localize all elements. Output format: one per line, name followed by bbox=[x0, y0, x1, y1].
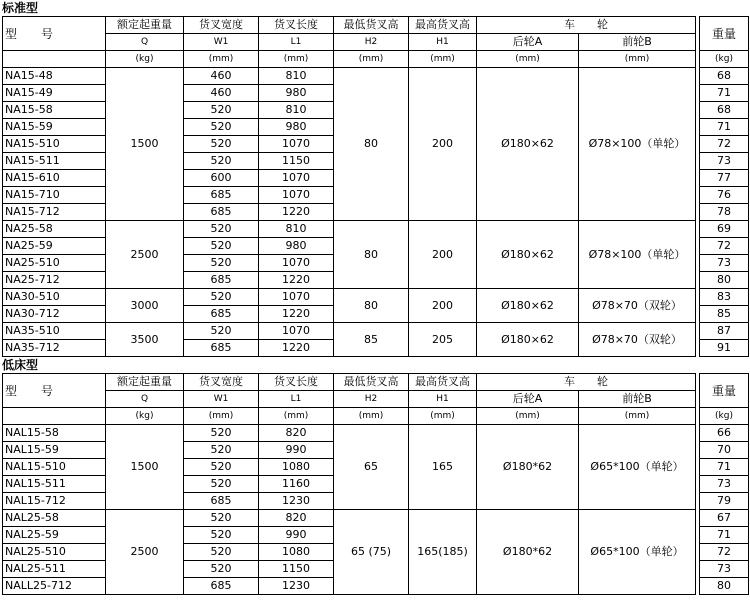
fork-width-symbol: W1 bbox=[184, 34, 259, 51]
fork-length-cell: 990 bbox=[259, 442, 334, 459]
model-cell: NA25-59 bbox=[3, 238, 106, 255]
weight-cell: 71 bbox=[700, 527, 749, 544]
model-unit-cell bbox=[3, 51, 106, 68]
fork-width-cell: 520 bbox=[184, 136, 259, 153]
capacity-cell: 2500 bbox=[106, 221, 184, 289]
weight-unit: (kg) bbox=[700, 408, 749, 425]
fork-length-symbol: L1 bbox=[259, 34, 334, 51]
front-wheel-cell: Ø78×70（双轮） bbox=[579, 289, 696, 323]
rear-wheel-cell: Ø180×62 bbox=[477, 68, 579, 221]
fork-length-cell: 1150 bbox=[259, 561, 334, 578]
fork-width-cell: 520 bbox=[184, 153, 259, 170]
fork-length-cell: 1080 bbox=[259, 459, 334, 476]
fork-width-cell: 520 bbox=[184, 119, 259, 136]
fork-width-header: 货叉宽度 bbox=[184, 17, 259, 34]
model-cell: NA15-58 bbox=[3, 102, 106, 119]
section-title: 低床型 bbox=[2, 358, 39, 372]
fork-length-cell: 980 bbox=[259, 238, 334, 255]
front-wheel-cell: Ø78×70（双轮） bbox=[579, 323, 696, 357]
fork-length-cell: 990 bbox=[259, 527, 334, 544]
weight-cell: 72 bbox=[700, 238, 749, 255]
weight-cell: 72 bbox=[700, 544, 749, 561]
table-row bbox=[3, 510, 749, 527]
fork-width-cell: 685 bbox=[184, 306, 259, 323]
model-header: 型 号 bbox=[3, 374, 106, 408]
model-cell: NA15-511 bbox=[3, 153, 106, 170]
weight-cell: 68 bbox=[700, 68, 749, 85]
weight-cell: 69 bbox=[700, 221, 749, 238]
weight-cell: 85 bbox=[700, 306, 749, 323]
header-row bbox=[3, 17, 749, 34]
rear-wheel-header: 后轮A bbox=[477, 34, 579, 51]
fork-width-cell: 520 bbox=[184, 442, 259, 459]
table-row bbox=[3, 425, 749, 442]
capacity-unit: (kg) bbox=[106, 51, 184, 68]
fork-width-cell: 685 bbox=[184, 204, 259, 221]
fork-width-cell: 520 bbox=[184, 221, 259, 238]
front-wheel-header: 前轮B bbox=[579, 34, 696, 51]
fork-width-cell: 600 bbox=[184, 170, 259, 187]
weight-cell: 80 bbox=[700, 272, 749, 289]
weight-cell: 79 bbox=[700, 493, 749, 510]
fork-length-cell: 1070 bbox=[259, 136, 334, 153]
model-cell: NAL25-510 bbox=[3, 544, 106, 561]
model-cell: NA15-610 bbox=[3, 170, 106, 187]
fork-width-symbol: W1 bbox=[184, 391, 259, 408]
weight-header: 重量 bbox=[700, 374, 749, 408]
fork-width-cell: 520 bbox=[184, 425, 259, 442]
weight-cell: 73 bbox=[700, 561, 749, 578]
front-wheel-cell: Ø65*100（单轮） bbox=[579, 510, 696, 595]
rear-wheel-header: 后轮A bbox=[477, 391, 579, 408]
min-height-cell: 65 (75) bbox=[334, 510, 409, 595]
header-row bbox=[3, 34, 749, 51]
model-cell: NA15-712 bbox=[3, 204, 106, 221]
weight-cell: 66 bbox=[700, 425, 749, 442]
rear-wheel-cell: Ø180×62 bbox=[477, 221, 579, 289]
capacity-symbol: Q bbox=[106, 34, 184, 51]
fork-width-unit: (mm) bbox=[184, 408, 259, 425]
capacity-unit: (kg) bbox=[106, 408, 184, 425]
capacity-cell: 2500 bbox=[106, 510, 184, 595]
min-height-unit: (mm) bbox=[334, 51, 409, 68]
max-height-unit: (mm) bbox=[409, 51, 477, 68]
min-height-cell: 80 bbox=[334, 221, 409, 289]
fork-length-unit: (mm) bbox=[259, 408, 334, 425]
spec-table bbox=[2, 373, 749, 595]
table-row bbox=[3, 221, 749, 238]
min-height-symbol: H2 bbox=[334, 34, 409, 51]
fork-length-cell: 810 bbox=[259, 68, 334, 85]
weight-cell: 87 bbox=[700, 323, 749, 340]
min-height-header: 最低货叉高 bbox=[334, 374, 409, 391]
front-wheel-cell: Ø78×100（单轮） bbox=[579, 221, 696, 289]
fork-width-cell: 520 bbox=[184, 527, 259, 544]
max-height-symbol: H1 bbox=[409, 391, 477, 408]
model-header: 型 号 bbox=[3, 17, 106, 51]
max-height-symbol: H1 bbox=[409, 34, 477, 51]
wheel-header: 车 轮 bbox=[477, 374, 696, 391]
fork-width-cell: 520 bbox=[184, 476, 259, 493]
model-cell: NAL15-58 bbox=[3, 425, 106, 442]
model-cell: NAL15-59 bbox=[3, 442, 106, 459]
fork-width-cell: 520 bbox=[184, 255, 259, 272]
table-row bbox=[3, 289, 749, 306]
model-unit-cell bbox=[3, 408, 106, 425]
weight-cell: 83 bbox=[700, 289, 749, 306]
fork-length-cell: 810 bbox=[259, 102, 334, 119]
max-height-cell: 200 bbox=[409, 68, 477, 221]
model-cell: NA25-510 bbox=[3, 255, 106, 272]
header-row bbox=[3, 374, 749, 391]
fork-width-cell: 685 bbox=[184, 578, 259, 595]
max-height-cell: 165(185) bbox=[409, 510, 477, 595]
weight-cell: 70 bbox=[700, 442, 749, 459]
fork-length-cell: 1080 bbox=[259, 544, 334, 561]
table-row bbox=[3, 323, 749, 340]
fork-length-cell: 820 bbox=[259, 510, 334, 527]
max-height-cell: 165 bbox=[409, 425, 477, 510]
max-height-unit: (mm) bbox=[409, 408, 477, 425]
fork-width-cell: 520 bbox=[184, 323, 259, 340]
max-height-header: 最高货叉高 bbox=[409, 17, 477, 34]
weight-cell: 72 bbox=[700, 136, 749, 153]
fork-length-cell: 1070 bbox=[259, 323, 334, 340]
rear-wheel-unit: (mm) bbox=[477, 51, 579, 68]
model-cell: NALL25-712 bbox=[3, 578, 106, 595]
weight-cell: 73 bbox=[700, 476, 749, 493]
weight-cell: 68 bbox=[700, 102, 749, 119]
unit-row bbox=[3, 51, 749, 68]
fork-width-cell: 685 bbox=[184, 340, 259, 357]
model-cell: NAL15-511 bbox=[3, 476, 106, 493]
rear-wheel-cell: Ø180×62 bbox=[477, 289, 579, 323]
fork-width-cell: 520 bbox=[184, 459, 259, 476]
model-cell: NAL25-511 bbox=[3, 561, 106, 578]
max-height-cell: 200 bbox=[409, 221, 477, 289]
min-height-cell: 85 bbox=[334, 323, 409, 357]
fork-length-symbol: L1 bbox=[259, 391, 334, 408]
model-cell: NA35-712 bbox=[3, 340, 106, 357]
fork-width-cell: 685 bbox=[184, 187, 259, 204]
front-wheel-unit: (mm) bbox=[579, 51, 696, 68]
fork-length-cell: 1150 bbox=[259, 153, 334, 170]
fork-width-cell: 520 bbox=[184, 561, 259, 578]
fork-width-cell: 520 bbox=[184, 238, 259, 255]
max-height-cell: 205 bbox=[409, 323, 477, 357]
weight-cell: 77 bbox=[700, 170, 749, 187]
min-height-header: 最低货叉高 bbox=[334, 17, 409, 34]
capacity-header: 额定起重量 bbox=[106, 17, 184, 34]
model-cell: NAL15-712 bbox=[3, 493, 106, 510]
fork-width-cell: 520 bbox=[184, 544, 259, 561]
model-cell: NA15-48 bbox=[3, 68, 106, 85]
fork-length-cell: 980 bbox=[259, 85, 334, 102]
fork-length-cell: 1230 bbox=[259, 493, 334, 510]
section-title: 标准型 bbox=[2, 1, 39, 15]
fork-length-cell: 1220 bbox=[259, 272, 334, 289]
weight-unit: (kg) bbox=[700, 51, 749, 68]
min-height-unit: (mm) bbox=[334, 408, 409, 425]
weight-cell: 71 bbox=[700, 119, 749, 136]
wheel-header: 车 轮 bbox=[477, 17, 696, 34]
front-wheel-cell: Ø78×100（单轮） bbox=[579, 68, 696, 221]
capacity-header: 额定起重量 bbox=[106, 374, 184, 391]
weight-header: 重量 bbox=[700, 17, 749, 51]
spec-table bbox=[2, 16, 749, 357]
fork-length-cell: 810 bbox=[259, 221, 334, 238]
model-cell: NA30-510 bbox=[3, 289, 106, 306]
fork-length-cell: 1230 bbox=[259, 578, 334, 595]
weight-cell: 67 bbox=[700, 510, 749, 527]
fork-length-cell: 1220 bbox=[259, 306, 334, 323]
header-row bbox=[3, 391, 749, 408]
fork-width-cell: 520 bbox=[184, 289, 259, 306]
rear-wheel-cell: Ø180×62 bbox=[477, 323, 579, 357]
fork-length-cell: 1070 bbox=[259, 289, 334, 306]
fork-length-cell: 1220 bbox=[259, 204, 334, 221]
capacity-cell: 3500 bbox=[106, 323, 184, 357]
model-cell: NA35-510 bbox=[3, 323, 106, 340]
fork-width-cell: 460 bbox=[184, 68, 259, 85]
fork-length-unit: (mm) bbox=[259, 51, 334, 68]
model-cell: NA15-510 bbox=[3, 136, 106, 153]
front-wheel-header: 前轮B bbox=[579, 391, 696, 408]
fork-length-cell: 1070 bbox=[259, 187, 334, 204]
capacity-cell: 1500 bbox=[106, 68, 184, 221]
model-cell: NA30-712 bbox=[3, 306, 106, 323]
model-cell: NAL25-58 bbox=[3, 510, 106, 527]
fork-width-cell: 685 bbox=[184, 493, 259, 510]
model-cell: NA15-59 bbox=[3, 119, 106, 136]
min-height-cell: 65 bbox=[334, 425, 409, 510]
fork-length-cell: 1070 bbox=[259, 170, 334, 187]
unit-row bbox=[3, 408, 749, 425]
min-height-cell: 80 bbox=[334, 289, 409, 323]
capacity-symbol: Q bbox=[106, 391, 184, 408]
min-height-cell: 80 bbox=[334, 68, 409, 221]
fork-width-cell: 685 bbox=[184, 272, 259, 289]
fork-length-header: 货叉长度 bbox=[259, 374, 334, 391]
fork-width-cell: 520 bbox=[184, 510, 259, 527]
weight-cell: 71 bbox=[700, 459, 749, 476]
model-cell: NA15-710 bbox=[3, 187, 106, 204]
weight-cell: 80 bbox=[700, 578, 749, 595]
fork-width-cell: 460 bbox=[184, 85, 259, 102]
fork-width-unit: (mm) bbox=[184, 51, 259, 68]
rear-wheel-cell: Ø180*62 bbox=[477, 510, 579, 595]
front-wheel-cell: Ø65*100（单轮） bbox=[579, 425, 696, 510]
model-cell: NA25-712 bbox=[3, 272, 106, 289]
fork-length-cell: 1160 bbox=[259, 476, 334, 493]
model-cell: NAL15-510 bbox=[3, 459, 106, 476]
fork-length-header: 货叉长度 bbox=[259, 17, 334, 34]
weight-cell: 71 bbox=[700, 85, 749, 102]
weight-cell: 73 bbox=[700, 255, 749, 272]
min-height-symbol: H2 bbox=[334, 391, 409, 408]
fork-length-cell: 820 bbox=[259, 425, 334, 442]
fork-length-cell: 980 bbox=[259, 119, 334, 136]
capacity-cell: 3000 bbox=[106, 289, 184, 323]
weight-cell: 91 bbox=[700, 340, 749, 357]
fork-width-header: 货叉宽度 bbox=[184, 374, 259, 391]
max-height-header: 最高货叉高 bbox=[409, 374, 477, 391]
rear-wheel-cell: Ø180*62 bbox=[477, 425, 579, 510]
max-height-cell: 200 bbox=[409, 289, 477, 323]
table-row bbox=[3, 68, 749, 85]
model-cell: NA15-49 bbox=[3, 85, 106, 102]
weight-cell: 73 bbox=[700, 153, 749, 170]
fork-width-cell: 520 bbox=[184, 102, 259, 119]
fork-length-cell: 1220 bbox=[259, 340, 334, 357]
model-cell: NA25-58 bbox=[3, 221, 106, 238]
rear-wheel-unit: (mm) bbox=[477, 408, 579, 425]
front-wheel-unit: (mm) bbox=[579, 408, 696, 425]
weight-cell: 78 bbox=[700, 204, 749, 221]
weight-cell: 76 bbox=[700, 187, 749, 204]
fork-length-cell: 1070 bbox=[259, 255, 334, 272]
model-cell: NAL25-59 bbox=[3, 527, 106, 544]
capacity-cell: 1500 bbox=[106, 425, 184, 510]
